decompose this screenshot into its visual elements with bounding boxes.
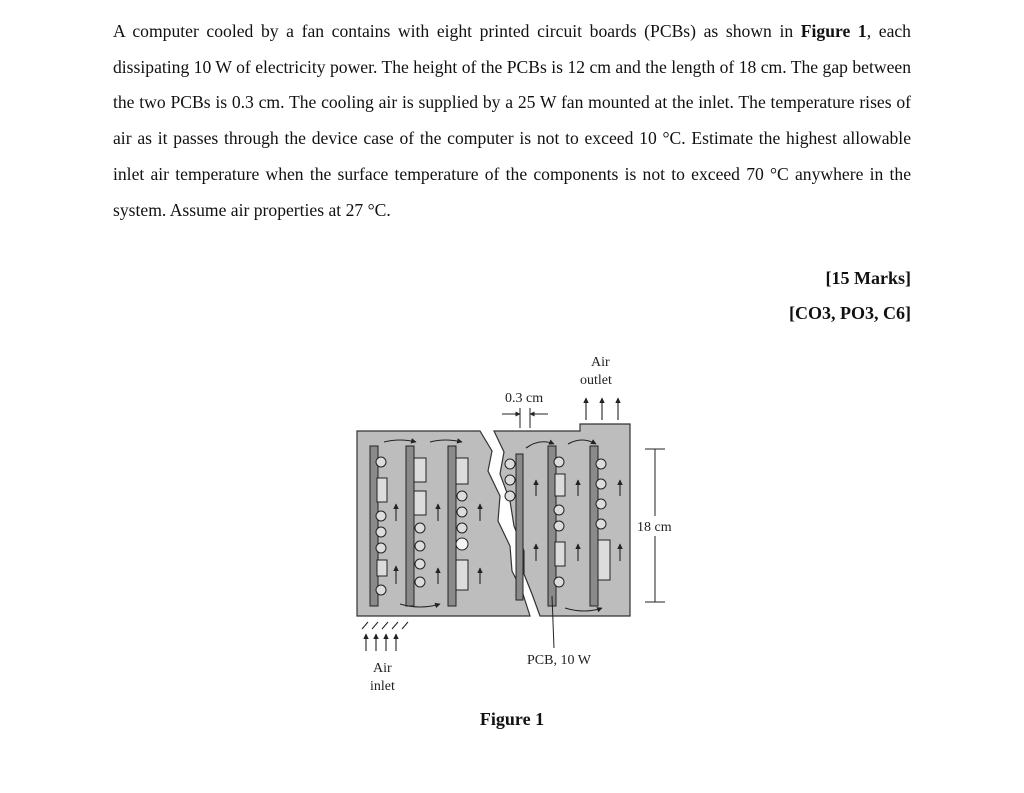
problem-text-part1: A computer cooled by a fan contains with eight printed circuit boards (PCBs) as shown in <box>113 21 794 41</box>
inlet-hatch <box>362 622 408 629</box>
pcb-cooling-figure <box>340 346 690 701</box>
problem-statement <box>113 14 911 228</box>
gap-label: 0.3 cm <box>505 391 544 406</box>
pcb-board <box>406 446 426 606</box>
dimension-gap <box>502 408 548 428</box>
length-label: 18 cm <box>637 520 672 535</box>
problem-text-part2: , each dissipating 10 W of electricity power. The height of the PCBs is 12 cm and the length of 18 cm. The gap between the two PCBs is 0.3 cm. The cooling air is supplied by a 25 W fan mounted at the inlet. The temperature rises of air as it passes through the device case of the computer is not to exceed 10 °C. Estimate the highest allowable inlet air temperature when the surface temperature of the components is not to exceed 70 °C anywhere in the system. Assume air properties at 27 °C. <box>113 21 911 220</box>
figure-caption: Figure 1 <box>479 709 545 729</box>
pcb-label: PCB, 10 W <box>527 653 591 668</box>
pcb-board <box>448 446 468 606</box>
air-outlet-label-line1: Air <box>591 355 610 370</box>
marks-block <box>789 261 911 331</box>
air-outlet-label-line2: outlet <box>580 373 612 388</box>
air-inlet-label-line1: Air <box>373 661 392 676</box>
air-inlet-arrows <box>366 634 396 651</box>
air-outlet-arrows <box>586 398 618 420</box>
figure-reference: Figure 1 <box>800 21 867 41</box>
air-inlet-label-line2: inlet <box>370 679 395 694</box>
marks-score: [15 Marks] <box>825 268 911 288</box>
marks-outcomes: [CO3, PO3, C6] <box>789 303 911 323</box>
